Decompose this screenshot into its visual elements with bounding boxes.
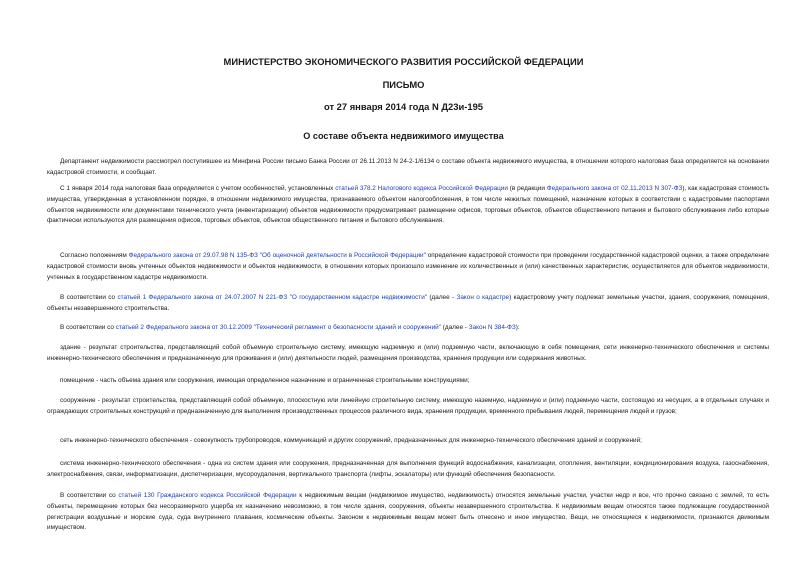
- paragraph-8: сооружение - результат строительства, представляющий собой объемную, плоскостную или линейную строительную систему, имеющую наземную, надземную и (или) подземную части, состоящую из несущих, а в отдельных случаях и ограждающих строительных конструкций и предназначенную для выполнения производственных процессов различного вида, хранения продукции, временного пребывания людей, перемещения людей и грузов;: [47, 397, 769, 415]
- link-article-130-civil-code[interactable]: статьей 130 Гражданского кодекса Российской Федерации: [118, 492, 297, 499]
- document-date-number: от 27 января 2014 года N Д23и-195: [323, 101, 483, 112]
- link-article-378-2-tax-code[interactable]: статьей 378.2 Налогового кодекса Российской Федерации: [335, 185, 508, 192]
- ministry-header: МИНИСТЕРСТВО ЭКОНОМИЧЕСКОГО РАЗВИТИЯ РОССИЙСКОЙ ФЕДЕРАЦИИ: [223, 56, 584, 67]
- paragraph-9: сеть инженерно-технического обеспечения - совокупность трубопроводов, коммуникаций и других сооружений, предназначенных для инженерно-технического обеспечения зданий и сооружений;: [60, 437, 642, 444]
- link-federal-law-135-fz[interactable]: Федерального закона от 29.07.98 N 135-ФЗ "Об оценочной деятельности в Российской Федерации": [128, 252, 426, 259]
- paragraph-3: Согласно положениям Федерального закона от 29.07.98 N 135-ФЗ "Об оценочной деятельности в Российской Федерации" определение кадастровой стоимости при проведении государственной кадастровой оценки, а также определение кадастровой стоимости вновь учтенных объектов недвижимости и объектов недвижимости, в отношении которых произошло изменение их количественных и (или) качественных характеристик, осуществляется для объектов недвижимости, учтенных в государственном кадастре недвижимости.: [47, 252, 769, 281]
- link-cadastre-law[interactable]: Закон о кадастре: [456, 294, 510, 301]
- paragraph-2: С 1 января 2014 года налоговая база определяется с учетом особенностей, установленных статьей 378.2 Налогового кодекса Российской Федерации (в редакции Федерального закона от 02.11.2013 N 307-ФЗ), как кадастровая стоимость имущества, утвержденная в установленном порядке, в отношении недвижимого имущества, признаваемого объектом налогообложения, в том числе нежилых помещений, назначение которых в соответствии с кадастровыми паспортами объектов недвижимости или документами технического учета (инвентаризации) объектов недвижимости предусматривает размещение офисов, торговых объектов, объектов общественного питания и бытового обслуживания либо которые фактически используются для размещения офисов, торговых объектов, объектов общественного питания и бытового обслуживания.: [47, 185, 769, 225]
- document-title: О составе объекта недвижимого имущества: [303, 131, 504, 141]
- paragraph-11: В соответствии со статьей 130 Гражданского кодекса Российской Федерации к недвижимым вещам (недвижимое имущество, недвижимость) относятся земельные участки, участки недр и все, что прочно связано с землей, то есть объекты, перемещение которых без несоразмерного ущерба их назначению невозможно, в том числе здания, сооружения, объекты незавершенного строительства. К недвижимым вещам относятся также подлежащие государственной регистрации воздушные и морские суда, суда внутреннего плавания, космические объекты. Законом к недвижимым вещам может быть отнесено и иное имущество. Вещи, не относящиеся к недвижимости, признаются движимым имуществом.: [47, 492, 769, 532]
- paragraph-4: В соответствии со статьей 1 Федерального закона от 24.07.2007 N 221-ФЗ "О государственном кадастре недвижимости" (далее - Закон о кадастре) кадастровому учету подлежат земельные участки, здания, сооружения, помещения, объекты незавершенного строительства.: [47, 294, 769, 312]
- paragraph-5: В соответствии со статьей 2 Федерального закона от 30.12.2009 "Технический регламент о безопасности зданий и сооружений" (далее - Закон N 384-ФЗ):: [60, 324, 520, 331]
- paragraph-1: Департамент недвижимости рассмотрел поступившее из Минфина России письмо Банка России от 26.11.2013 N 24-2-1/6134 о составе объекта недвижимого имущества, в отношении которого налоговая база определяется на основании кадастровой стоимости, и сообщает.: [47, 158, 769, 176]
- link-law-384-fz[interactable]: Закон N 384-ФЗ: [468, 324, 516, 331]
- link-federal-law-221-fz[interactable]: статьей 1 Федерального закона от 24.07.2007 N 221-ФЗ "О государственном кадастре недвижимости": [117, 294, 428, 301]
- document-type: ПИСЬМО: [382, 79, 425, 90]
- paragraph-6: здание - результат строительства, представляющий собой объемную строительную систему, имеющую надземную и (или) подземную части, включающую в себя помещения, сети инженерно-технического обеспечения и системы инженерно-технического обеспечения и предназначенную для проживания и (или) деятельности людей, размещения производства, хранения продукции или содержания животных.: [47, 344, 769, 362]
- paragraph-7: помещение - часть объема здания или сооружения, имеющая определенное назначение и ограниченная строительными конструкциями;: [60, 377, 470, 384]
- paragraph-10: система инженерно-технического обеспечения - одна из систем здания или сооружения, предназначенная для выполнения функций водоснабжения, канализации, отопления, вентиляции, кондиционирования воздуха, газоснабжения, электроснабжения, связи, информатизации, диспетчеризации, мусороудаления, вертикального транспорта (лифты, эскалаторы) или функций обеспечения безопасности.: [47, 460, 769, 478]
- link-federal-law-307-fz[interactable]: Федерального закона от 02.11.2013 N 307-ФЗ: [546, 185, 683, 192]
- link-federal-law-384-fz-article-2[interactable]: статьей 2 Федерального закона от 30.12.2009 "Технический регламент о безопасности зданий и сооружений": [115, 324, 441, 331]
